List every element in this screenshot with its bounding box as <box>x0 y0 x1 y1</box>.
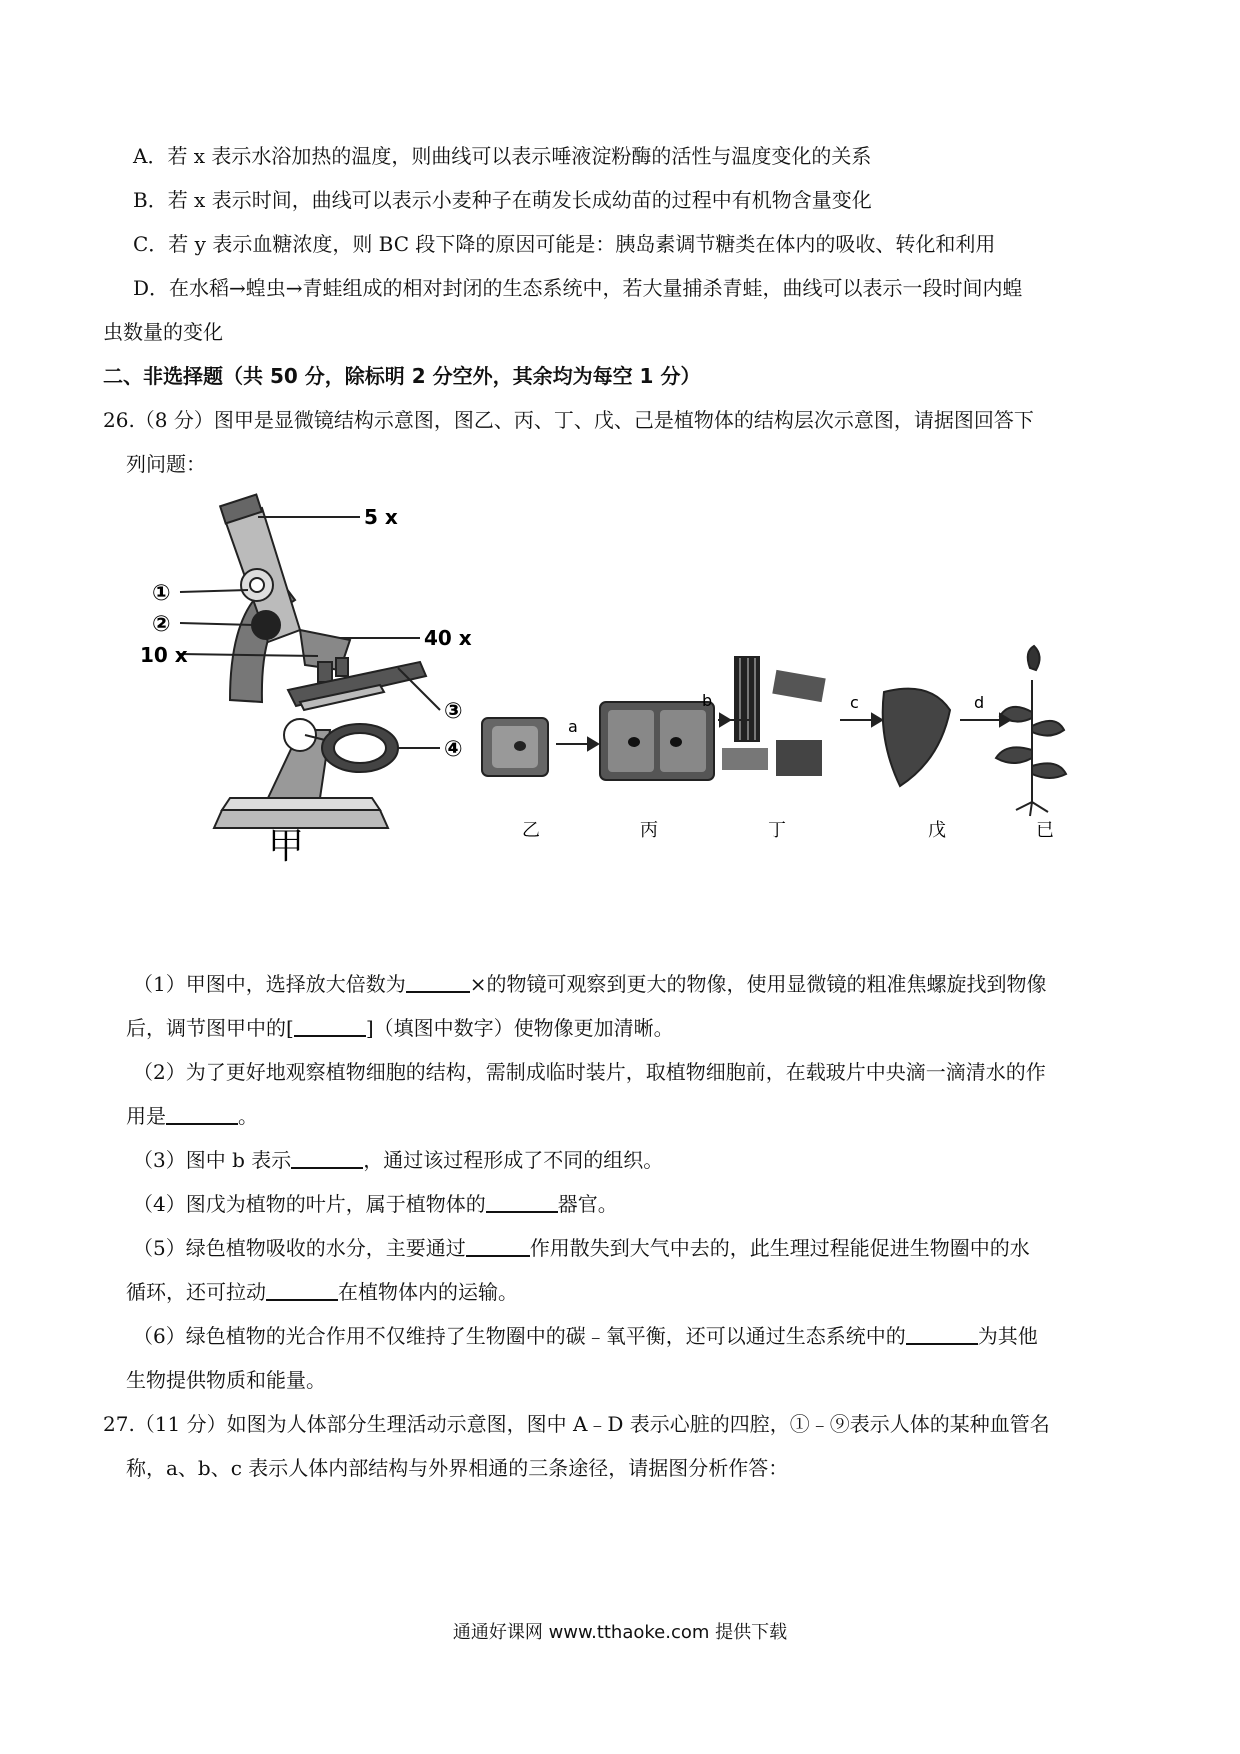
option-d-line1: D．在水稻→蝗虫→青蛙组成的相对封闭的生态系统中，若大量捕杀青蛙，曲线可以表示一段时间内蝗 <box>133 276 1023 300</box>
q26-p5-text-d: 在植物体内的运输。 <box>338 1280 518 1304</box>
q27-stem-line1: 27.（11 分）如图为人体部分生理活动示意图，图中 A﹣D 表示心脏的四腔，①﹣⑨表示人体的某种血管名 <box>103 1412 1050 1436</box>
objective-label: 40 x <box>424 626 472 650</box>
answer-blank-5[interactable] <box>486 1191 558 1213</box>
q26-part4 <box>133 1190 618 1218</box>
answer-blank-6[interactable] <box>466 1235 530 1257</box>
option-a: A．若 x 表示水浴加热的温度，则曲线可以表示唾液淀粉酶的活性与温度变化的关系 <box>133 144 872 168</box>
label-yi: 乙 <box>522 820 540 841</box>
q26-p5-text-c: 循环，还可拉动 <box>126 1280 266 1304</box>
eyepiece-label: 5 x <box>364 505 398 529</box>
q26-p4-text-b: 器官。 <box>557 1192 618 1216</box>
q26-figure <box>0 480 1240 870</box>
microscope-illustration <box>214 495 426 828</box>
q26-p2-text-c: 。 <box>238 1104 258 1128</box>
leaf-illustration <box>883 689 950 786</box>
dividing-cells-illustration <box>600 702 714 780</box>
q26-stem-line2: 列问题： <box>126 452 206 476</box>
tissues-illustration <box>722 656 826 776</box>
answer-blank-2[interactable] <box>294 1015 366 1037</box>
label-ji: 已 <box>1036 820 1054 841</box>
q26-p5-text-a: （5）绿色植物吸收的水分，主要通过 <box>133 1236 466 1260</box>
low-objective-label: 10 x <box>140 643 188 667</box>
answer-blank-7[interactable] <box>266 1279 338 1301</box>
q26-p1-text-d: ]（填图中数字）使物像更加清晰。 <box>365 1016 674 1040</box>
section-heading: 二、非选择题（共 50 分，除标明 2 分空外，其余均为每空 1 分） <box>103 364 701 388</box>
q26-part2-line1: （2）为了更好地观察植物细胞的结构，需制成临时装片，取植物细胞前，在载玻片中央滴一滴清水的作 <box>133 1060 1046 1084</box>
q26-part1-line1 <box>133 970 1047 998</box>
page-footer: 通通好课网 www.tthaoke.com 提供下载 <box>452 1622 788 1643</box>
q26-p1-text-b: ×的物镜可观察到更大的物像，使用显微镜的粗准焦螺旋找到物像 <box>469 972 1047 996</box>
q26-part2-line2 <box>126 1102 258 1130</box>
q26-p4-text-a: （4）图戊为植物的叶片，属于植物体的 <box>133 1192 486 1216</box>
q26-p6-text-a: （6）绿色植物的光合作用不仅维持了生物圈中的碳﹣氧平衡，还可以通过生态系统中的 <box>133 1324 906 1348</box>
q26-part6-line2: 生物提供物质和能量。 <box>126 1368 326 1392</box>
q26-part5-line1 <box>133 1234 1030 1262</box>
label-wu: 戊 <box>928 820 946 841</box>
answer-blank-1[interactable] <box>406 971 470 993</box>
label-n4: ④ <box>444 737 463 762</box>
arrow-a-label: a <box>568 717 578 736</box>
label-n1: ① <box>152 581 171 606</box>
label-jia: 甲 <box>268 826 305 867</box>
option-b: B．若 x 表示时间，曲线可以表示小麦种子在萌发长成幼苗的过程中有机物含量变化 <box>133 188 872 212</box>
q26-p3-text-a: （3）图中 b 表示 <box>133 1148 292 1172</box>
answer-blank-8[interactable] <box>906 1323 978 1345</box>
q26-part1-line2 <box>126 1014 674 1042</box>
single-cell-illustration <box>482 718 548 776</box>
label-ding: 丁 <box>768 820 786 841</box>
answer-blank-4[interactable] <box>291 1147 363 1169</box>
q26-p5-text-b: 作用散失到大气中去的，此生理过程能促进生物圈中的水 <box>529 1236 1030 1260</box>
arrow-b-label: b <box>702 691 713 710</box>
label-n3: ③ <box>444 699 463 724</box>
answer-blank-3[interactable] <box>166 1103 238 1125</box>
q26-p6-text-b: 为其他 <box>977 1324 1038 1348</box>
q26-p2-text-b: 用是 <box>126 1104 166 1128</box>
q26-part3 <box>133 1146 663 1174</box>
q26-stem-line1: 26.（8 分）图甲是显微镜结构示意图，图乙、丙、丁、戊、己是植物体的结构层次示意图，请据图回答下 <box>103 408 1034 432</box>
label-bing: 丙 <box>640 820 658 841</box>
arrow-d-label: d <box>974 693 985 712</box>
q26-p1-text-a: （1）甲图中，选择放大倍数为 <box>133 972 406 996</box>
option-d-line2: 虫数量的变化 <box>103 320 223 344</box>
q26-part6-line1 <box>133 1322 1038 1350</box>
plant-illustration <box>996 646 1066 816</box>
q26-p1-text-c: 后，调节图甲中的[ <box>126 1016 294 1040</box>
arrow-c-label: c <box>850 693 859 712</box>
option-c: C．若 y 表示血糖浓度，则 BC 段下降的原因可能是：胰岛素调节糖类在体内的吸收、转化和利用 <box>133 232 996 256</box>
q26-part5-line2 <box>126 1278 518 1306</box>
q27-stem-line2: 称，a、b、c 表示人体内部结构与外界相通的三条途径，请据图分析作答： <box>126 1456 789 1480</box>
q26-p3-text-b: ，通过该过程形成了不同的组织。 <box>363 1148 664 1172</box>
label-n2: ② <box>152 612 171 637</box>
